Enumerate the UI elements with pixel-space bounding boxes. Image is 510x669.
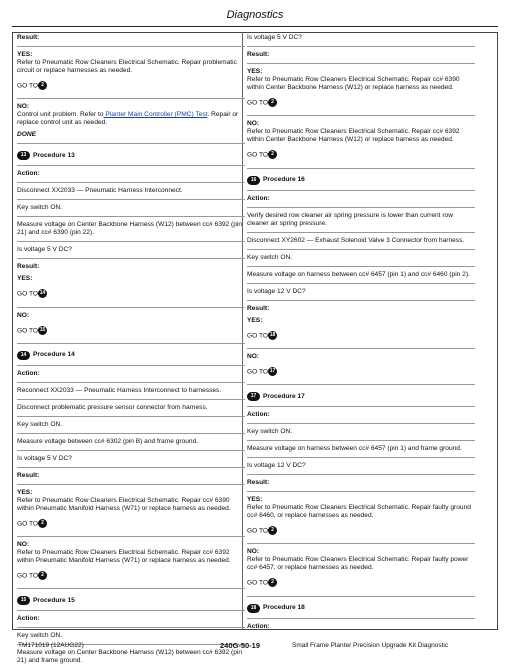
goto-row — [17, 81, 245, 90]
yes-label: YES: — [247, 496, 263, 503]
goto-step-link[interactable]: 2 — [38, 81, 47, 90]
divider — [247, 491, 475, 492]
left-column — [17, 34, 245, 669]
divider — [247, 384, 475, 385]
right-column — [247, 34, 475, 635]
no-label: NO: — [247, 352, 260, 360]
result-label: Result: — [17, 471, 40, 479]
divider — [17, 98, 245, 99]
goto-step-link[interactable]: 17 — [269, 367, 276, 374]
no-label: NO: — [17, 103, 30, 111]
procedure-18-heading — [247, 604, 475, 613]
divider — [247, 46, 475, 47]
yes-label: YES: — [247, 316, 263, 324]
action-label: Action: — [247, 622, 270, 630]
goto-step-link[interactable]: 2 — [268, 150, 277, 159]
step-text: Verify desired row cleaner air spring pressure is lower than current row cleaner air spring pressure. — [247, 211, 453, 227]
divider — [17, 467, 245, 468]
divider — [247, 457, 475, 458]
procedure-14-heading — [17, 351, 245, 360]
question-text: Is voltage 12 V DC? — [247, 287, 306, 295]
doc-id: TM171019 (12AUG22) — [18, 642, 84, 649]
action-label: Action: — [17, 170, 40, 178]
divider — [17, 399, 245, 400]
procedure-15-heading — [17, 596, 245, 605]
procedure-15-title: Procedure 15 — [33, 596, 75, 604]
step-text: Measure voltage on harness between cc# 6457 (pin 1) and cc# 6460 (pin 2). — [247, 270, 470, 278]
procedure-14-title: Procedure 14 — [33, 351, 75, 359]
procedure-18-title: Procedure 18 — [263, 604, 305, 611]
procedure-13-title: Procedure 13 — [33, 151, 75, 159]
step-text: Measure voltage on Center Backbone Harness (W12) between cc# 6392 (pin 21) and cc# 6390 (pin 22). — [17, 221, 243, 237]
procedure-17-heading — [247, 392, 475, 401]
goto-step-link[interactable]: 15 — [39, 326, 46, 333]
result-label: Result: — [247, 304, 270, 312]
goto-step-link[interactable]: 14 — [39, 290, 46, 297]
divider — [247, 190, 475, 191]
divider — [17, 416, 245, 417]
goto-label: GO TO — [17, 326, 39, 334]
divider — [17, 450, 245, 451]
no-text-a: Control unit problem. Refer to — [17, 111, 104, 119]
divider — [247, 232, 475, 233]
goto-label: GO TO — [17, 572, 39, 580]
goto-step-link[interactable]: 2 — [268, 526, 277, 535]
step-text: Measure voltage between cc# 6302 (pin B) and frame ground. — [17, 437, 199, 445]
goto-row — [247, 331, 475, 340]
divider — [17, 199, 245, 200]
divider — [17, 343, 245, 344]
goto-label: GO TO — [247, 331, 269, 339]
question-text: Is voltage 5 V DC? — [17, 246, 72, 254]
goto-row — [17, 571, 245, 580]
divider — [247, 423, 475, 424]
question-text: Is voltage 5 V DC? — [247, 34, 302, 41]
goto-label: GO TO — [17, 290, 39, 298]
action-label: Action: — [17, 615, 40, 623]
result-label: Result: — [17, 263, 40, 271]
goto-row — [17, 326, 245, 335]
step-text: Measure voltage on harness between cc# 6457 (pin 1) and frame ground. — [247, 445, 462, 452]
no-text: Refer to Pneumatic Row Cleaners Electrical Schematic. Repair cc# 6392 within Center Backbone Harness (W12) or replace harness as needed. — [247, 128, 460, 144]
divider — [247, 266, 475, 267]
procedure-17-title: Procedure 17 — [263, 392, 305, 400]
divider — [247, 63, 475, 64]
divider — [17, 365, 245, 366]
goto-step-link[interactable]: 2 — [268, 98, 277, 107]
yes-label: YES: — [247, 68, 263, 75]
goto-row — [247, 526, 475, 535]
question-text: Is voltage 12 V DC? — [247, 462, 306, 469]
goto-row — [17, 519, 245, 528]
divider — [17, 241, 245, 242]
no-label: NO: — [17, 311, 30, 319]
done-label: DONE — [17, 131, 37, 139]
procedure-16-badge: 16 — [247, 176, 260, 185]
no-label: NO: — [247, 120, 260, 128]
goto-label: GO TO — [247, 579, 269, 587]
divider — [247, 440, 475, 441]
divider — [17, 433, 245, 434]
divider — [247, 207, 475, 208]
divider — [17, 46, 245, 47]
goto-step-link[interactable]: 2 — [38, 571, 47, 580]
procedure-14-badge: 14 — [17, 351, 30, 360]
divider — [247, 249, 475, 250]
goto-label: GO TO — [17, 82, 39, 90]
yes-label: YES: — [17, 275, 33, 283]
procedure-16-title: Procedure 16 — [263, 176, 305, 183]
goto-label: GO TO — [247, 151, 269, 159]
procedure-17-badge: 17 — [247, 392, 260, 401]
no-label: NO: — [247, 548, 260, 556]
goto-label: GO TO — [17, 520, 39, 527]
yes-text: Refer to Pneumatic Row Cleaners Electrical Schematic. Repair cc# 6390 within Center Backbone Harness (W12) or replace harness as needed. — [247, 76, 460, 91]
procedure-15-badge: 15 — [17, 596, 30, 605]
divider — [247, 115, 475, 116]
divider — [247, 474, 475, 475]
goto-row — [247, 150, 475, 159]
step-text: Disconnect XX2033 — Pneumatic Harness Interconnect. — [17, 187, 183, 195]
procedure-13-badge: 13 — [17, 151, 30, 160]
divider — [247, 543, 475, 544]
step-text: Disconnect XY2602 — Exhaust Solenoid Valve 3 Connector from harness. — [247, 236, 465, 244]
page-title: Diagnostics — [226, 9, 284, 21]
goto-label: GO TO — [247, 368, 269, 375]
divider — [17, 610, 245, 611]
procedure-18-badge: 18 — [247, 604, 260, 613]
yes-label: YES: — [17, 51, 33, 58]
divider — [247, 618, 475, 619]
step-text: Measure voltage on Center Backbone Harness (W12) between cc# 6392 (pin 21) and frame ground. — [17, 649, 243, 665]
divider — [247, 596, 475, 597]
procedure-16-heading — [247, 176, 475, 185]
divider — [17, 307, 245, 308]
result-label: Result: — [247, 479, 270, 486]
divider — [247, 348, 475, 349]
page-number: 240G-50-19 — [220, 641, 261, 650]
no-text-b: . Repair or replace control unit as needed. — [17, 111, 239, 127]
divider — [17, 165, 245, 166]
goto-row — [247, 578, 475, 587]
pmc-test-link[interactable]: Planter Main Controller (PMC) Test — [103, 111, 208, 119]
result-label: Result: — [247, 51, 270, 58]
divider — [17, 588, 245, 589]
no-text: Refer to Pneumatic Row Cleaners Electrical Schematic. Repair cc# 6392 within Pneumatic Manifold Harness (W71) or replace harness as needed. — [17, 549, 231, 564]
doc-title: Small Frame Planter Precision Upgrade Kit Diagnostic — [292, 642, 449, 649]
goto-step-link[interactable]: 2 — [268, 578, 277, 587]
step-text: Key switch ON. — [17, 204, 63, 212]
no-text — [17, 111, 245, 127]
action-label: Action: — [247, 411, 270, 418]
step-text: Key switch ON. — [17, 420, 63, 428]
goto-row — [247, 98, 475, 107]
action-label: Action: — [17, 369, 40, 377]
yes-label: YES: — [17, 488, 33, 496]
title-rule — [12, 26, 498, 27]
divider — [247, 300, 475, 301]
yes-text: Refer to Pneumatic Row Cleaners Electrical Schematic. Repair problematic circuit or replace harnesses as needed. — [17, 59, 237, 74]
goto-step-link[interactable]: 2 — [38, 519, 47, 528]
step-text: Disconnect problematic pressure sensor connector from harness. — [17, 403, 208, 411]
procedure-13-heading — [17, 151, 245, 160]
divider — [17, 536, 245, 537]
divider — [17, 216, 245, 217]
step-text: Key switch ON. — [247, 428, 293, 435]
step-text: Key switch ON. — [247, 253, 293, 261]
divider — [17, 258, 245, 259]
goto-row — [17, 289, 245, 298]
divider — [17, 143, 245, 144]
divider — [17, 627, 245, 628]
divider — [17, 382, 245, 383]
step-text: Key switch ON. — [17, 632, 63, 640]
no-label: NO: — [17, 541, 30, 548]
question-text: Is voltage 5 V DC? — [17, 454, 72, 462]
yes-text: Refer to Pneumatic Row Cleaners Electrical Schematic. Repair faulty ground cc# 6460, or replace harnesses as needed. — [247, 504, 471, 519]
goto-row — [247, 367, 475, 376]
divider — [247, 283, 475, 284]
divider — [17, 484, 245, 485]
divider — [247, 406, 475, 407]
step-text: Reconnect XX2033 — Pneumatic Harness Interconnect to harnesses. — [17, 386, 222, 394]
goto-label: GO TO — [247, 99, 269, 107]
result-label: Result: — [17, 34, 40, 41]
goto-step-link[interactable]: 18 — [269, 331, 276, 338]
divider — [17, 182, 245, 183]
yes-text: Refer to Pneumatic Row Cleaners Electrical Schematic. Repair cc# 6390 within Pneumatic Manifold Harness (W71) or replace harness as needed. — [17, 496, 231, 512]
goto-label: GO TO — [247, 527, 269, 535]
divider — [247, 168, 475, 169]
no-text: Refer to Pneumatic Row Cleaners Electrical Schematic. Repair faulty power cc# 6457, or replace harnesses as needed. — [247, 556, 469, 572]
action-label: Action: — [247, 194, 270, 202]
